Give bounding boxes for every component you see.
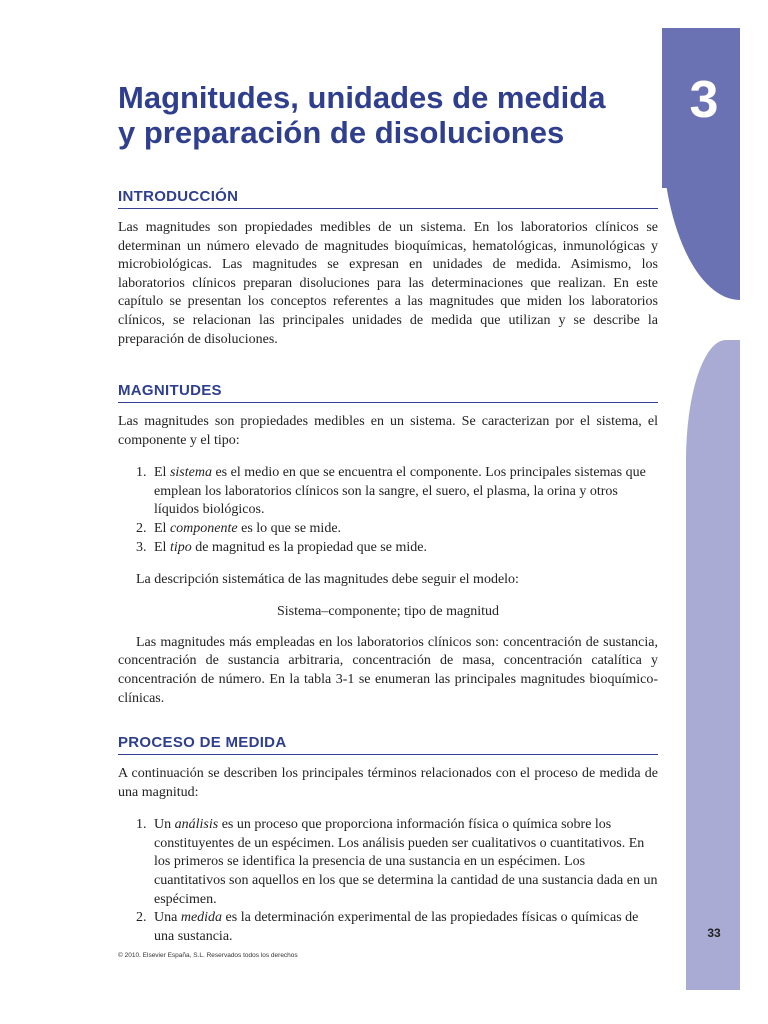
item-term: tipo	[169, 539, 192, 555]
magnitudes-heading: MAGNITUDES	[118, 382, 658, 403]
item-text: es el medio en que se encuentra el componente. Los principales sistemas que emplean los laboratorios clínicos son la sangre, el suero, el plasma, la orina y otros líquidos biológicos.	[154, 465, 646, 518]
title-line-2: y preparación de disoluciones	[118, 115, 565, 150]
model-formula: Sistema–componente; tipo de magnitud	[276, 603, 500, 619]
item-term: sistema	[169, 465, 212, 481]
chapter-number: 3	[689, 71, 719, 129]
item-term: componente	[169, 520, 238, 536]
item-text: El	[154, 465, 170, 481]
list-item	[118, 539, 658, 558]
intro-section	[118, 188, 658, 349]
item-number: 1.	[136, 465, 147, 481]
magnitudes-section	[118, 382, 658, 708]
magnitudes-closing: Las magnitudes más empleadas en los laboratorios clínicos son: concentración de sustancia, concentración de sustancia arbitraria, concentración de masa, concentración catalítica y concentración de número. En la tabla 3-1 se enumeran las principales magnitudes bioquímico-clínicas.	[118, 634, 658, 706]
item-term: medida	[180, 910, 223, 926]
item-text: El	[154, 520, 170, 536]
item-text: El	[154, 539, 170, 555]
title-line-1: Magnitudes, unidades de medida	[118, 80, 606, 115]
chapter-title	[118, 80, 663, 150]
chapter-tab	[662, 28, 740, 300]
item-number: 3.	[136, 539, 147, 555]
proceso-heading: PROCESO DE MEDIDA	[118, 734, 658, 755]
item-number: 1.	[136, 817, 147, 833]
list-item	[118, 520, 658, 539]
copyright-footer: © 2010. Elsevier España, S.L. Reservados todos los derechos	[118, 952, 298, 959]
intro-heading: INTRODUCCIÓN	[118, 188, 658, 209]
item-text: de magnitud es la propiedad que se mide.	[191, 539, 427, 555]
proceso-lead: A continuación se describen los principales términos relacionados con el proceso de medida de una magnitud:	[118, 766, 658, 800]
item-term: análisis	[174, 817, 219, 833]
model-intro: La descripción sistemática de las magnitudes debe seguir el modelo:	[136, 572, 519, 588]
intro-paragraph: Las magnitudes son propiedades medibles de un sistema. En los laboratorios clínicos se determinan un número elevado de magnitudes bioquímicas, hematológicas, inmunológicas y microbiológicas. Las magnitudes se expresan en unidades de medida. Asimismo, los laboratorios clínicos preparan disoluciones para las determinaciones que realizan. En este capítulo se presentan los conceptos referentes a las magnitudes que miden los laboratorios clínicos, se relacionan las principales unidades de medida que utilizan y se describe la preparación de disoluciones.	[118, 220, 658, 347]
list-item	[118, 464, 658, 520]
page-number: 33	[707, 926, 721, 940]
proceso-list	[118, 816, 658, 946]
item-text: es la determinación experimental de las propiedades físicas o químicas de una sustancia.	[154, 910, 639, 944]
item-text: es un proceso que proporciona información física o química sobre los constituyentes de un espécimen. Los análisis pueden ser cualitativos o cuantitativos. En los primeros se identifica la presencia de una sustancia en un espécimen. Los cuantitativos son aquellos en los que se determina la cantidad de una sustancia dada en un espécimen.	[154, 817, 658, 907]
side-band	[686, 340, 740, 990]
list-item	[118, 909, 658, 946]
item-text: es lo que se mide.	[237, 520, 342, 536]
item-text: Una	[154, 910, 181, 926]
magnitudes-lead: Las magnitudes son propiedades medibles en un sistema. Se caracterizan por el sistema, el componente y el tipo:	[118, 414, 658, 448]
item-number: 2.	[136, 910, 147, 926]
list-item	[118, 816, 658, 909]
proceso-section	[118, 734, 658, 946]
item-number: 2.	[136, 520, 147, 536]
item-text: Un	[154, 817, 175, 833]
magnitudes-list	[118, 464, 658, 557]
